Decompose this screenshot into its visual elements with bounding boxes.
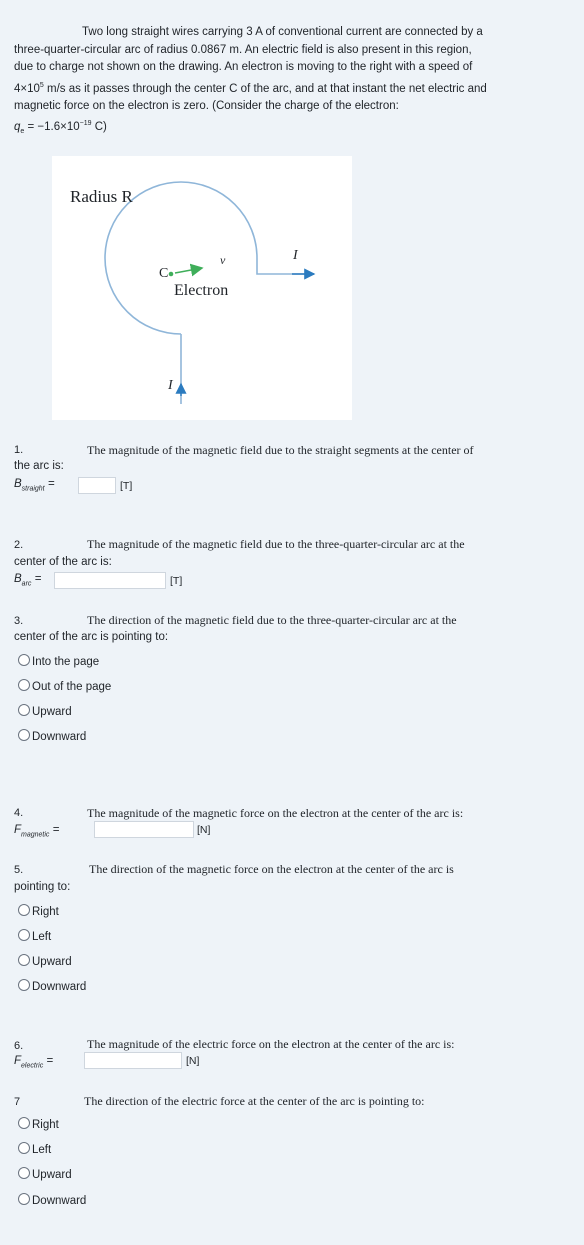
center-label: C xyxy=(159,266,169,281)
q5-option-left[interactable]: Left xyxy=(18,929,51,943)
q7-text: The direction of the electric force at the center of the arc is pointing to: xyxy=(84,1094,425,1108)
right-wire xyxy=(257,258,314,274)
q2-number: 2. xyxy=(14,539,24,551)
radio-icon[interactable] xyxy=(18,654,30,666)
radio-icon[interactable] xyxy=(18,1193,30,1205)
current-label-bottom: I xyxy=(168,378,173,393)
radio-icon[interactable] xyxy=(18,704,30,716)
q3-number: 3. xyxy=(14,615,24,627)
q6-symbol: $F_{electric}$ = xyxy=(14,1055,54,1070)
radio-icon[interactable] xyxy=(18,1142,30,1154)
q7-option-upward[interactable]: Upward xyxy=(18,1167,72,1181)
q5-text-cont: pointing to: xyxy=(14,881,71,893)
q4-text: The magnitude of the magnetic force on the electron at the center of the arc is: xyxy=(87,806,464,820)
problem-statement xyxy=(14,24,570,141)
q5-option-downward[interactable]: Downward xyxy=(18,979,86,993)
radio-icon[interactable] xyxy=(18,979,30,991)
radius-label: Radius R xyxy=(70,187,133,206)
q3-option-into-page[interactable]: Into the page xyxy=(18,654,99,668)
q5-number: 5. xyxy=(14,864,24,876)
radio-icon[interactable] xyxy=(18,679,30,691)
radio-icon[interactable] xyxy=(18,929,30,941)
q5-option-upward[interactable]: Upward xyxy=(18,954,72,968)
q1-text-cont: the arc is: xyxy=(14,460,64,472)
q7-option-left[interactable]: Left xyxy=(18,1142,51,1156)
electron-dot xyxy=(169,272,174,277)
q2-text-cont: center of the arc is: xyxy=(14,556,112,568)
current-label-right: I xyxy=(293,248,298,263)
arc-wire-figure xyxy=(52,156,352,420)
q3-text-cont: center of the arc is pointing to: xyxy=(14,631,169,643)
radio-icon[interactable] xyxy=(18,729,30,741)
q3-text: The direction of the magnetic field due to the three-quarter-circular arc at the xyxy=(87,613,457,627)
intro-line-5: magnetic force on the electron is zero. (Consider the charge of the electron: xyxy=(14,99,399,112)
q2-text: The magnitude of the magnetic field due to the three-quarter-circular arc at the xyxy=(87,537,465,551)
velocity-arrow xyxy=(175,268,202,273)
radio-icon[interactable] xyxy=(18,954,30,966)
electron-label: Electron xyxy=(174,282,229,299)
q6-number: 6. xyxy=(14,1040,24,1052)
intro-line-6: $q_e = -1.6\times 10^{-19}$ C) xyxy=(14,120,107,136)
q5-text: The direction of the magnetic force on the electron at the center of the arc is xyxy=(89,862,454,876)
radio-icon[interactable] xyxy=(18,904,30,916)
intro-line-3: due to charge not shown on the drawing. An electron is moving to the right with a speed of xyxy=(14,61,473,73)
q2-answer-field[interactable] xyxy=(54,572,166,589)
q4-unit: [N] xyxy=(197,824,211,836)
q7-option-right[interactable]: Right xyxy=(18,1117,59,1131)
q1-symbol: $B_{straight}$ = xyxy=(14,478,55,493)
q1-answer-field[interactable] xyxy=(78,477,116,494)
radio-icon[interactable] xyxy=(18,1167,30,1179)
q1-number: 1. xyxy=(14,444,24,456)
q6-unit: [N] xyxy=(186,1055,200,1067)
q3-option-upward[interactable]: Upward xyxy=(18,704,72,718)
q6-answer-field[interactable] xyxy=(84,1052,182,1069)
q3-option-downward[interactable]: Downward xyxy=(18,729,86,743)
intro-line-2: three-quarter-circular arc of radius 0.0867 m. An electric field is also present in this region, xyxy=(14,43,472,56)
q1-unit: [T] xyxy=(120,480,133,492)
intro-line-1: Two long straight wires carrying 3 A of conventional current are connected by a xyxy=(82,26,483,38)
velocity-label: v xyxy=(220,253,226,267)
radio-icon[interactable] xyxy=(18,1117,30,1129)
q2-unit: [T] xyxy=(170,575,183,587)
q2-symbol: $B_{arc}$ = xyxy=(14,573,42,588)
q1-text: The magnitude of the magnetic field due to the straight segments at the center of xyxy=(87,443,474,457)
q5-option-right[interactable]: Right xyxy=(18,904,59,918)
q7-number: 7 xyxy=(14,1096,21,1108)
intro-line-4: $4\times 10^5$ m/s as it passes through the center C of the arc, and at that instant the net electric and xyxy=(14,81,487,95)
q6-text: The magnitude of the electric force on the electron at the center of the arc is: xyxy=(87,1037,455,1051)
q4-answer-field[interactable] xyxy=(94,821,194,838)
q7-option-downward[interactable]: Downward xyxy=(18,1193,86,1207)
q4-symbol: $F_{magnetic}$ = xyxy=(14,824,60,839)
q4-number: 4. xyxy=(14,807,24,819)
q3-option-out-of-page[interactable]: Out of the page xyxy=(18,679,111,693)
